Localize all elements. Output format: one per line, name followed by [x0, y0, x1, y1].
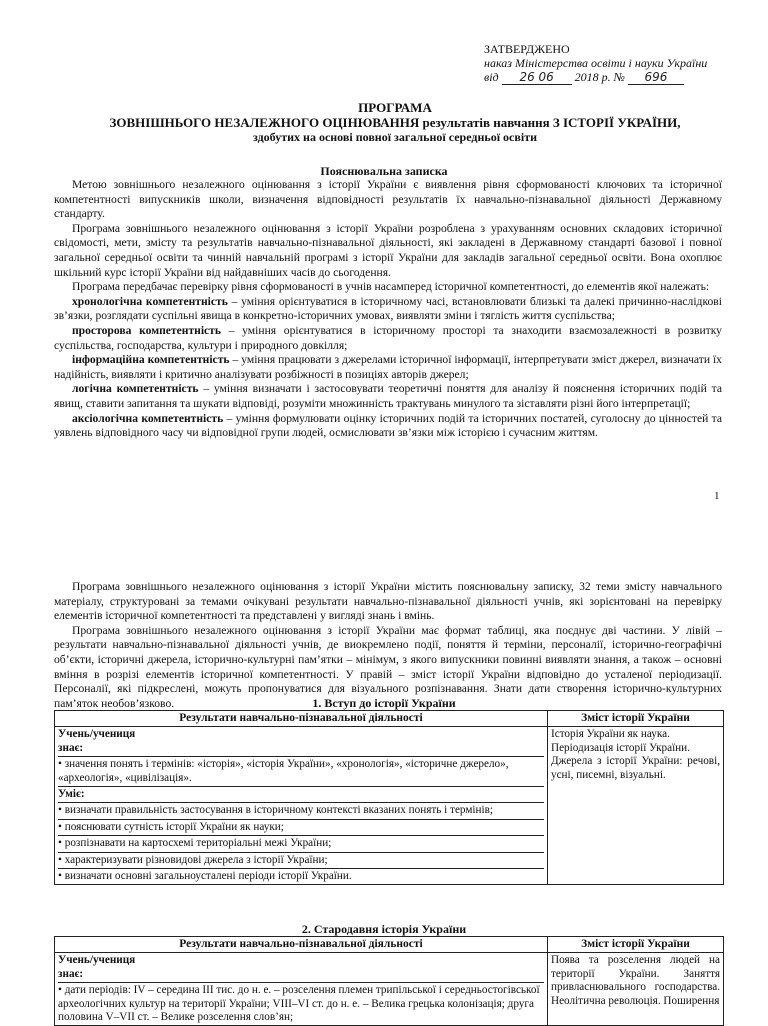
list-item: • визначати правильність застосування в історичному контексті вказаних понять і термінів;: [58, 803, 544, 819]
competence-term: просторова компетентність: [72, 323, 222, 337]
results-cell: [55, 953, 548, 1026]
competence-item: інформаційна компетентність – уміння працювати з джерелами історичної інформації, інтерпретувати зміст джерел, визначати їх надійність, виявляти і критично аналізувати розбіжності в позиціях авторів джерел;: [54, 353, 722, 381]
paragraph: Програма зовнішнього незалежного оцінювання з історії України має формат таблиці, яка поєднує дві частини. У лівій – результати навчально-пізнавальної діяльності учнів, де виокремлено події, поняття й терміни, персоналії, історично-географічні об’єкти, історичні джерела, історично-культурні пам’ятки – мінімум, з якого випускники повинні виявляти знання, а також – основні вміння в розрізі елементів історичної компетентності. У правій – зміст історії України відповідно до усталеної періодизації. Персоналії, які підкреслені, можуть пропонуватися для візуального розпізнавання. Знати дати створення історично-культурних пам’яток необов’язково.: [54, 623, 722, 710]
content-item: Періодизація історії України.: [551, 741, 690, 754]
intro-body: [54, 580, 722, 711]
table-header-content: Зміст історії України: [548, 711, 724, 727]
paragraph: Програма передбачає перевірку рівня сформованості в учнів насамперед історичної компетентності, до елементів якої належать:: [72, 280, 710, 294]
content-item: Джерела з історії України: речові, усні, писемні, візуальні.: [551, 755, 720, 781]
table-row: [55, 953, 724, 1026]
section-2-title: 2. Стародавня історія України: [301, 922, 467, 936]
section-1-title: 1. Вступ до історії України: [312, 696, 456, 710]
paragraph: Метою зовнішнього незалежного оцінювання з історії України є виявлення рівня сформованості ключових та історичної компетентності випускників школи, визначення відповідності результатів їх навчально-пізнавальної діяльності Державному стандарту.: [54, 178, 722, 221]
title-line-3: здобутих на основі повної загальної середньої освіти: [253, 130, 537, 144]
title-line-1: ПРОГРАМА: [358, 100, 432, 115]
content-cell: [548, 953, 724, 1026]
approval-number-handwritten: 696: [628, 70, 684, 85]
knows-label: знає:: [58, 967, 84, 980]
section-1-table: [54, 710, 724, 885]
approval-date-handwritten: 26 06: [502, 70, 572, 85]
competence-item: просторова компетентність – уміння орієнтуватися в історичному просторі та знаходити взаємозалежності в розвитку суспільства, господарства, культури і природного довкілля;: [54, 323, 722, 352]
table-header-results: Результати навчально-пізнавальної діяльності: [55, 711, 548, 727]
content-item: Історія України як наука.: [551, 728, 670, 741]
content-cell: [548, 727, 724, 885]
table-header-row: [55, 711, 724, 727]
section-2-table: [54, 936, 724, 1026]
table-header-results: Результати навчально-пізнавальної діяльності: [55, 937, 548, 953]
content-item: Поява та розселення людей на території України. Заняття привласнювального господарства. Неолітична революція. Поширення: [551, 954, 720, 1007]
competence-term: інформаційна компетентність: [72, 353, 230, 367]
list-item: • пояснювати сутність історії України як науки;: [58, 820, 544, 836]
table-row: [55, 727, 724, 885]
approval-order: наказ Міністерства освіти і науки України: [484, 56, 708, 70]
explanatory-note-heading: Пояснювальна записка: [320, 164, 448, 178]
document-page-2: [0, 570, 768, 1024]
title-line-2: ЗОВНІШНЬОГО НЕЗАЛЕЖНОГО ОЦІНЮВАННЯ результатів навчання З ІСТОРІЇ УКРАЇНИ,: [109, 115, 681, 130]
student-label: Учень/учениця: [58, 954, 136, 967]
paragraph: Програма зовнішнього незалежного оцінювання з історії України містить пояснювальну записку, 32 теми змісту навчального матеріалу, структуровані за темами очікувані результати навчально-пізнавальної діяльності учнів, які зорієнтовані на перевірку елементів історичної компетентності та представлені у вигляді знань і вмінь.: [54, 580, 722, 623]
competence-item: хронологічна компетентність – уміння орієнтуватися в історичному часі, встановлювати близькі та далекі причинно-наслідкові зв’язки, розглядати суспільні явища в конкретно-історичних умовах, виявляти зміни і тяглість життя суспільства;: [54, 294, 722, 323]
competence-item: аксіологічна компетентність – уміння формулювати оцінку історичних подій та історичних постатей, суголосну до цінностей та уявлень відповідного часу чи відповідної групи людей, осмислювати зв’язки між історією і сучасним життям.: [54, 411, 722, 440]
explanatory-note-body: [54, 178, 722, 441]
student-label: Учень/учениця: [58, 728, 136, 741]
competence-term: аксіологічна компетентність: [72, 411, 224, 425]
program-title: [60, 100, 730, 144]
paragraph: Програма зовнішнього незалежного оцінювання з історії України розроблена з урахуванням основних складових історичної свідомості, мети, змісту та результатів навчально-пізнавальної діяльності, які закладені в Державному стандарті базової і повної загальної середньої освіти та чинній навчальній програмі з історії України для закладів загальної середньої освіти. Вона охоплює шкільний курс історії України від найдавніших часів до сьогодення.: [54, 221, 722, 279]
page-number: 1: [714, 490, 720, 502]
approval-heading: ЗАТВЕРДЖЕНО: [484, 42, 570, 56]
table-header-content: Зміст історії України: [548, 937, 724, 953]
results-cell: [55, 727, 548, 885]
approval-stamp: [484, 42, 754, 85]
competence-item: логічна компетентність – уміння визначати і застосовувати теоретичні поняття для аналізу й пояснення історичних подій та явищ, ставити запитання та шукати відповіді, розуміти множинність трактувань минулого та зіставляти різні його інтерпретації;: [54, 382, 722, 410]
list-item: • розпізнавати на картосхемі територіальні межі України;: [58, 836, 544, 852]
list-item: • дати періодів: IV – середина III тис. до н. е. – розселення племен трипільської і середньостогівської археологічних культур на території України; VIII–VI ст. до н. е. – Велика грецька колонізація; друга половина V–VII ст. – Велике розселення слов’ян;: [58, 983, 544, 1025]
approval-date-line: від 26 06 2018 р. № 696: [484, 70, 754, 85]
can-label: Уміє:: [58, 787, 544, 803]
list-item: • визначати основні загальноусталені періоди історії України.: [58, 869, 544, 884]
table-header-row: [55, 937, 724, 953]
competence-term: логічна компетентність: [72, 382, 199, 396]
competence-term: хронологічна компетентність: [72, 294, 228, 308]
list-item: • характеризувати різновидові джерела з історії України;: [58, 853, 544, 869]
list-item: • значення понять і термінів: «історія», «історія України», «хронологія», «історичне джерело», «археологія», «цивілізація».: [58, 757, 544, 787]
knows-label: знає:: [58, 741, 84, 754]
